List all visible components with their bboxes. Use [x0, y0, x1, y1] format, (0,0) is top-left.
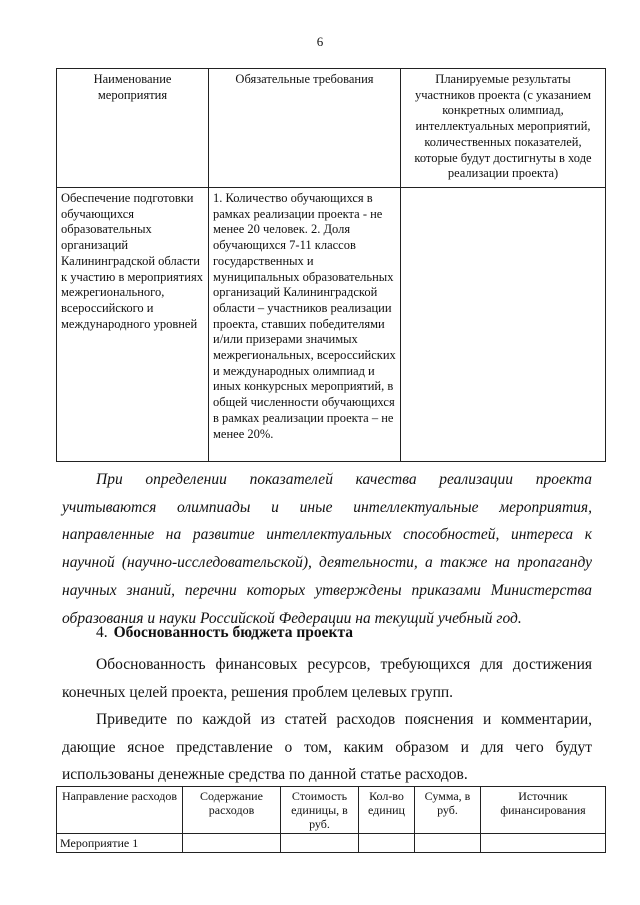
header-event-name: Наименование мероприятия — [57, 69, 209, 188]
quality-indicators-paragraph: При определении показателей качества реализации проекта учитываются олимпиады и иные интеллектуальные мероприятия, направленные на развитие интеллектуальных способностей, интереса к научной (научно-исследовательской), деятельности, а также на пропаганду научных знаний, перечни которых утверждены приказами Министерства образования и науки Российской Федерации на текущий учебный год. — [62, 471, 592, 627]
cell-planned-results — [401, 188, 606, 462]
events-table — [56, 68, 606, 462]
cell-direction: Мероприятие 1 — [57, 834, 183, 853]
expense-instructions-paragraph: Приведите по каждой из статей расходов пояснения и комментарии, дающие ясное представление о том, каким образом и для чего будут использованы денежные средства по данной статье расходов. — [62, 711, 592, 784]
cell-event-name: Обеспечение подготовки обучающихся образовательных организаций Калининградской области к участию в мероприятиях межрегионального, всероссийского и международного уровней — [57, 188, 209, 462]
header-quantity: Кол-во единиц — [359, 787, 415, 834]
header-direction: Направление расходов — [57, 787, 183, 834]
header-planned-results: Планируемые результаты участников проекта (с указанием конкретных олимпиад, интеллектуальных мероприятий, количественных показателей, которые будут достигнуты в ходе реализации проекта) — [401, 69, 606, 188]
header-requirements: Обязательные требования — [209, 69, 401, 188]
budget-justification-paragraph: Обоснованность финансовых ресурсов, требующихся для достижения конечных целей проекта, решения проблем целевых групп. — [62, 656, 592, 701]
cell-quantity — [359, 834, 415, 853]
page-number: 6 — [316, 34, 324, 49]
header-funding-source: Источник финансирования — [481, 787, 606, 834]
table-row — [57, 188, 606, 462]
section-heading — [96, 624, 353, 642]
cell-funding-source — [481, 834, 606, 853]
header-unit-cost: Стоимость единицы, в руб. — [281, 787, 359, 834]
header-sum: Сумма, в руб. — [415, 787, 481, 834]
cell-sum — [415, 834, 481, 853]
table-header-row — [57, 787, 606, 834]
table-row — [57, 834, 606, 853]
table-header-row — [57, 69, 606, 188]
header-content: Содержание расходов — [183, 787, 281, 834]
cell-content — [183, 834, 281, 853]
cell-unit-cost — [281, 834, 359, 853]
section-number: 4. — [96, 624, 108, 641]
budget-table — [56, 786, 606, 853]
section-title: Обоснованность бюджета проекта — [113, 624, 354, 641]
cell-requirements: 1. Количество обучающихся в рамках реализации проекта - не менее 20 человек. 2. Доля обучающихся 7-11 классов государственных и муниципальных образовательных организаций Калининградской области – участников реализации проекта, ставших победителями и/или призерами значимых межрегиональных, всероссийских и международных олимпиад и иных конкурсных мероприятий, в общей численности обучающихся в рамках реализации проекта – не менее 20%. — [209, 188, 401, 462]
